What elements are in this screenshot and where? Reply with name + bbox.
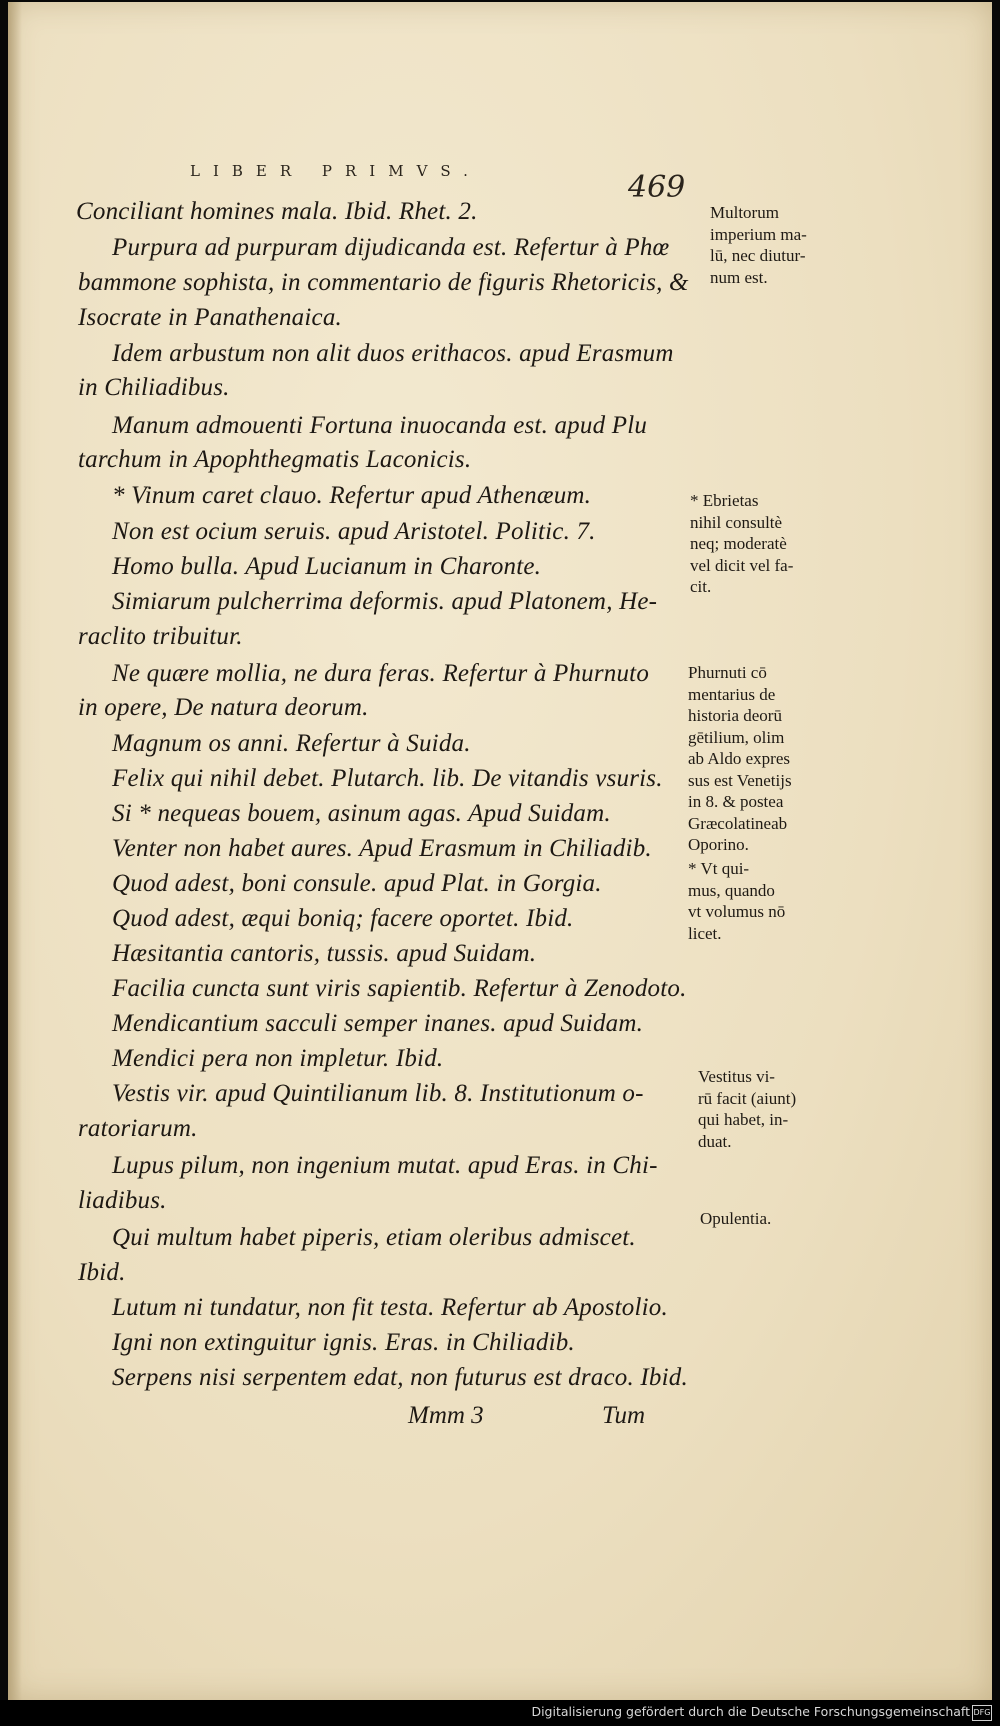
text-line: * Vinum caret clauo. Refertur apud Athenæum. [112,482,592,509]
text-line: Isocrate in Panathenaica. [78,304,342,331]
signature-mark: Mmm 3 [408,1402,484,1429]
text-line: bammone sophista, in commentario de figuris Rhetoricis, & [78,269,689,296]
text-line: Hæsitantia cantoris, tussis. apud Suidam. [112,940,537,967]
text-line: tarchum in Apophthegmatis Laconicis. [78,446,472,473]
text-line: Facilia cuncta sunt viris sapientib. Refertur à Zenodoto. [112,975,687,1002]
running-head: LIBER PRIMVS. [190,162,481,180]
text-line: Idem arbustum non alit duos erithacos. apud Erasmum [112,340,674,367]
text-line: liadibus. [78,1187,167,1214]
margin-note: Multorum imperium ma- lū, nec diutur- num est. [710,203,807,287]
text-line: Simiarum pulcherrima deformis. apud Platonem, He- [112,588,658,615]
text-line: Serpens nisi serpentem edat, non futurus est draco. Ibid. [112,1364,688,1391]
margin-note: Vestitus vi- rū facit (aiunt) qui habet, in- duat. [698,1067,797,1151]
text-line: Si * nequeas bouem, asinum agas. Apud Suidam. [112,800,611,827]
text-line: ratoriarum. [78,1115,198,1142]
page-number: 469 [628,170,686,205]
text-line: Mendicantium sacculi semper inanes. apud Suidam. [112,1010,644,1037]
text-line: Lupus pilum, non ingenium mutat. apud Eras. in Chi- [112,1152,658,1179]
text-line: in opere, De natura deorum. [78,694,369,721]
text-line: Ibid. [78,1259,126,1286]
margin-note: * Ebrietas nihil consultè neq; moderatè vel dicit vel fa- cit. [690,491,794,596]
text-line: Ne quære mollia, ne dura feras. Refertur à Phurnuto [112,660,650,687]
margin-note: Phurnuti cō mentarius de historia deorū gētilium, olim ab Aldo expres sus est Venetijs in 8. & postea Græcolatineab Oporino. [688,663,792,854]
text-line: Homo bulla. Apud Lucianum in Charonte. [112,553,542,580]
text-line: Qui multum habet piperis, etiam oleribus admiscet. [112,1224,636,1251]
text-line: Conciliant homines mala. Ibid. Rhet. 2. [76,198,478,225]
text-line: Quod adest, æqui boniq; facere oportet. Ibid. [112,905,574,932]
text-line: Venter non habet aures. Apud Erasmum in Chiliadib. [112,835,652,862]
text-line: Purpura ad purpuram dijudicanda est. Refertur à Phœ [112,234,670,261]
footer-bar [0,1700,1000,1726]
text-line: Mendici pera non impletur. Ibid. [112,1045,444,1072]
text-line: Vestis vir. apud Quintilianum lib. 8. Institutionum o- [112,1080,644,1107]
text-line: Felix qui nihil debet. Plutarch. lib. De vitandis vsuris. [112,765,663,792]
text-line: Lutum ni tundatur, non fit testa. Refertur ab Apostolio. [112,1294,668,1321]
text-line: in Chiliadibus. [78,374,230,401]
funding-notice: Digitalisierung gefördert durch die Deutsche Forschungsgemeinschaft [531,1704,970,1719]
text-line: Quod adest, boni consule. apud Plat. in Gorgia. [112,870,602,897]
text-line: Igni non extinguitur ignis. Eras. in Chiliadib. [112,1329,575,1356]
catchword: Tum [602,1402,646,1429]
book-page [8,2,992,1700]
margin-note: Opulentia. [700,1209,772,1228]
margin-note: * Vt qui- mus, quando vt volumus nō licet. [688,859,786,943]
text-line: Manum admouenti Fortuna inuocanda est. apud Plu [112,412,648,439]
text-line: raclito tribuitur. [78,623,243,650]
text-line: Magnum os anni. Refertur à Suida. [112,730,471,757]
dfg-logo: DFG [972,1705,992,1721]
page-gutter [8,2,22,1700]
text-line: Non est ocium seruis. apud Aristotel. Politic. 7. [112,518,596,545]
